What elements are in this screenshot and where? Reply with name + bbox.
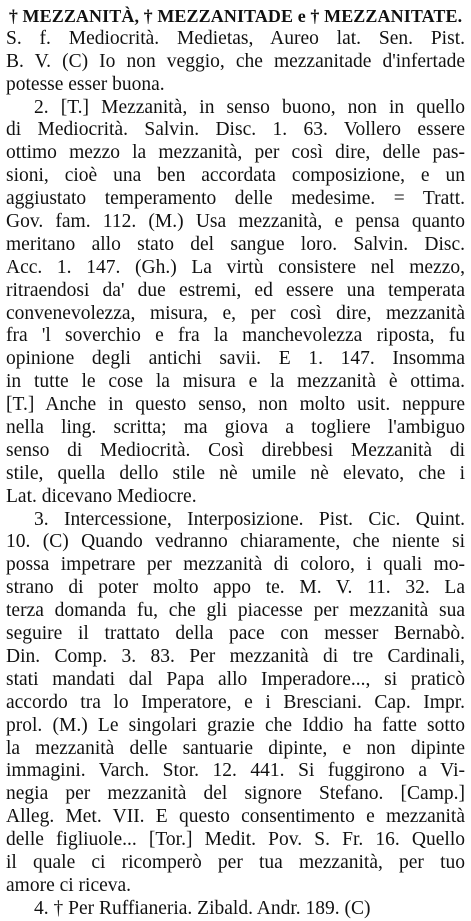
- sense-3-start: 3. Intercessione, Interposizione. Pist. Cic. Quint.: [34, 508, 465, 530]
- entry-line: opinione degli antichi savii. E 1. 147. Insomma: [6, 348, 465, 370]
- entry-line: Acc. 1. 147. (Gh.) La virtù consistere nel mezzo,: [6, 256, 465, 278]
- entry-line: di Mediocrità. Salvin. Disc. 1. 63. Vollero essere: [6, 119, 465, 141]
- sense-4-start: 4. † Per Ruffianeria. Zibald. Andr. 189. (C): [34, 897, 371, 919]
- entry-line: delle figliuole... [Tor.] Medit. Pov. S. Fr. 16. Quello: [6, 829, 465, 851]
- entry-line: il quale ci ricomperò per tua mezzanità, per tuo: [6, 851, 465, 873]
- entry-line: in tutte le cose la misura e la mezzanità è ottima.: [6, 371, 465, 393]
- entry-line: Alleg. Met. VII. E questo consentimento e mezzanità: [6, 806, 465, 828]
- entry-line: B. V. (C) Io non veggio, che mezzanitade d'infertade: [6, 50, 465, 72]
- entry-line: Gov. fam. 112. (M.) Usa mezzanità, e pensa quanto: [6, 211, 465, 233]
- entry-line: ritraendosi da' due estremi, ed essere una temperata: [6, 279, 465, 301]
- entry-line: sioni, cioè una ben accordata composizione, e un: [6, 165, 465, 187]
- entry-line: seguire il trattato della pace con messer Bernabò.: [6, 623, 465, 645]
- entry-line: potesse esser buona.: [6, 73, 165, 95]
- entry-headword: † MEZZANITÀ, † MEZZANITADE e † MEZZANITATE.: [8, 6, 463, 26]
- entry-line: accordo tra lo Imperatore, e i Bresciani. Cap. Impr.: [6, 691, 465, 713]
- sense-2-start: 2. [T.] Mezzanità, in senso buono, non in quello: [34, 96, 465, 118]
- entry-line: convenevolezza, misura, e, per così dire, mezzanità: [6, 302, 465, 324]
- entry-line: Lat. dicevano Mediocre.: [6, 485, 197, 507]
- entry-line: meritano allo stato del sangue loro. Salvin. Disc.: [6, 233, 465, 255]
- entry-line: ottimo mezzo la mezzanità, per così dire, delle pas-: [6, 142, 465, 164]
- entry-line: aggiustato temperamento delle medesime. = Tratt.: [6, 188, 465, 210]
- entry-line: strano di poter molto appo te. M. V. 11. 32. La: [6, 577, 465, 599]
- entry-line: amore ci riceva.: [6, 874, 132, 896]
- entry-line: senso di Mediocrità. Così direbbesi Mezzanità di: [6, 439, 465, 461]
- entry-line: Din. Comp. 3. 83. Per mezzanità di tre Cardinali,: [6, 645, 465, 667]
- entry-line: 10. (C) Quando vedranno chiaramente, che niente si: [6, 531, 465, 553]
- entry-line: nella ling. scritta; ma giova a togliere l'ambiguo: [6, 417, 465, 439]
- entry-line: immagini. Varch. Stor. 12. 441. Si fuggirono a Vi-: [6, 760, 465, 782]
- entry-line: stile, quella dello stile nè umile nè elevato, che i: [6, 462, 465, 484]
- entry-line: possa impetrare per mezzanità di coloro, i quali mo-: [6, 554, 465, 576]
- entry-line: prol. (M.) Le singolari grazie che Iddio ha fatte sotto: [6, 714, 465, 736]
- entry-line: stati mandati dal Papa allo Imperadore..., si praticò: [6, 668, 465, 690]
- entry-line: la mezzanità delle santuarie dipinte, e non dipinte: [6, 737, 465, 759]
- entry-line: fra 'l soverchio e fra la manchevolezza riposta, fu: [6, 325, 465, 347]
- entry-line: negia per mezzanità del signore Stefano. [Camp.]: [6, 783, 465, 805]
- entry-line: terza domanda fu, che gli piacesse per mezzanità sua: [6, 600, 465, 622]
- entry-line: S. f. Mediocrità. Medietas, Aureo lat. Sen. Pist.: [6, 27, 465, 49]
- entry-line: [T.] Anche in questo senso, non molto usit. neppure: [6, 394, 465, 416]
